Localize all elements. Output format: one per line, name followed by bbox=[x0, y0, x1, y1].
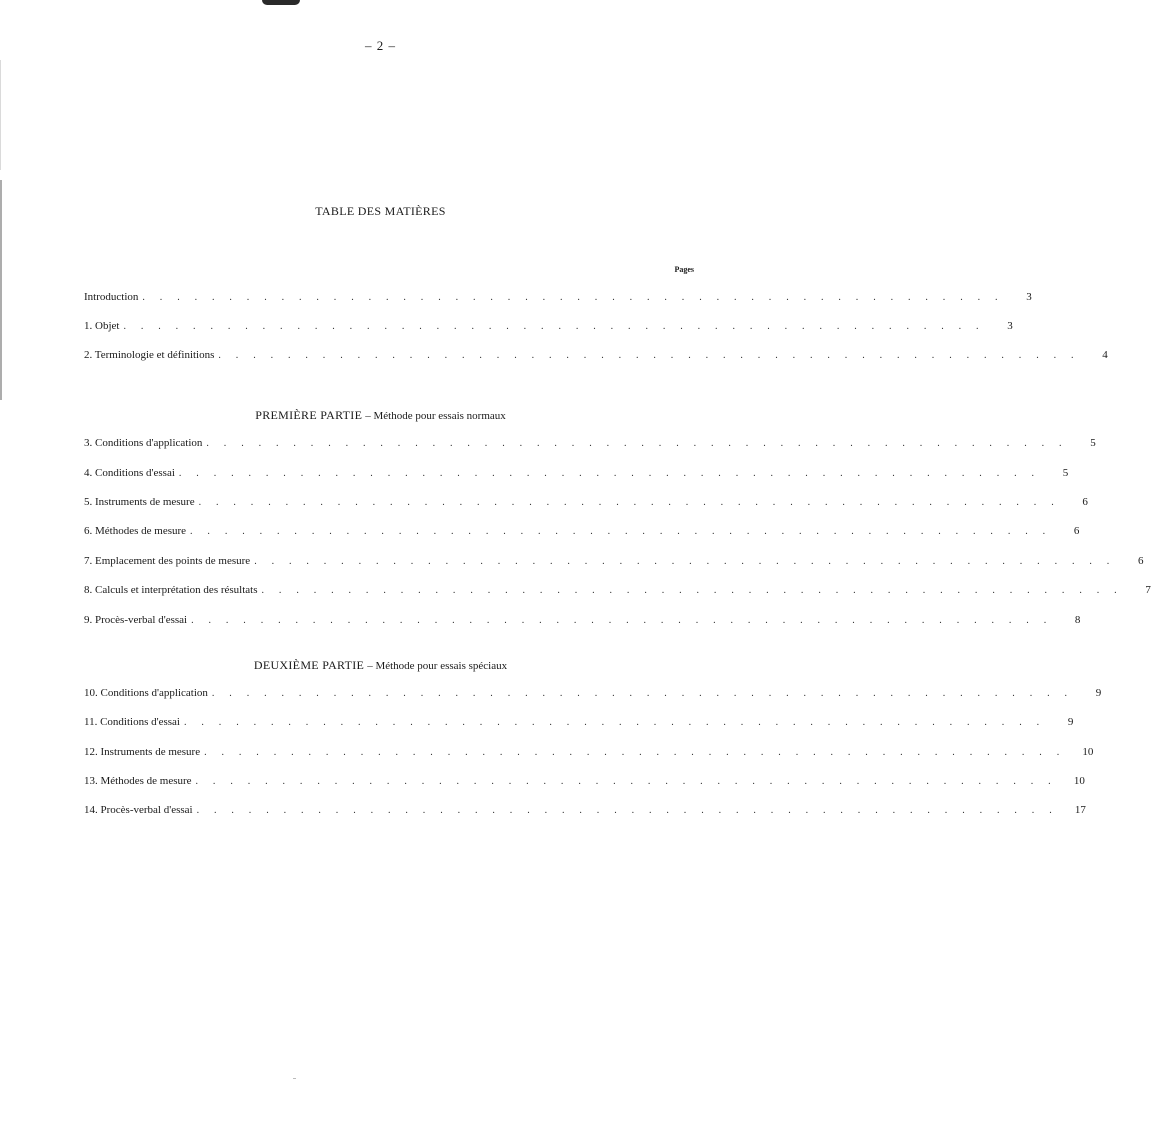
toc-entry-section-14[interactable] bbox=[84, 804, 1086, 820]
dot-leader: . . . . . . . . . . . . . . . . . . . . . . . . . . . . . . . . . . . . . . . . . . . . . . . . . . bbox=[204, 747, 1066, 758]
part-two-name: DEUXIÈME PARTIE bbox=[253, 658, 365, 672]
toc-entry-page: 17 bbox=[1074, 804, 1086, 816]
part-one-heading bbox=[0, 408, 761, 423]
toc-entry-label: 5. Instruments de mesure bbox=[84, 496, 195, 508]
dot-leader: . . . . . . . . . . . . . . . . . . . . . . . . . . . . . . . . . . . . . . . . . . . . . . . . . . bbox=[178, 468, 1041, 479]
toc-title: TABLE DES MATIÈRES bbox=[315, 204, 446, 218]
dot-leader: . . . . . . . . . . . . . . . . . . . . . . . . . . . . . . . . . . . . . . . . . . . . . . . . . . bbox=[254, 556, 1116, 567]
toc-entry-section-10[interactable] bbox=[84, 687, 1102, 703]
scan-edge-shadow-upper bbox=[0, 60, 1, 170]
toc-entry-label: 9. Procès-verbal d'essai bbox=[84, 614, 188, 626]
toc-entry-page: 8 bbox=[1074, 614, 1081, 626]
toc-entry-label: 14. Procès-verbal d'essai bbox=[84, 804, 193, 816]
part-one-subtitle: – Méthode pour essais normaux bbox=[365, 410, 506, 422]
toc-entry-label: 7. Emplacement des points de mesure bbox=[84, 555, 251, 567]
toc-entry-introduction[interactable] bbox=[84, 291, 1032, 307]
toc-entry-page: 5 bbox=[1062, 467, 1069, 479]
dot-leader: . . . . . . . . . . . . . . . . . . . . . . . . . . . . . . . . . . . . . . . . . . . . . . . . . . bbox=[142, 292, 1004, 303]
dot-leader: . . . . . . . . . . . . . . . . . . . . . . . . . . . . . . . . . . . . . . . . . . . . . . . . . . bbox=[190, 526, 1052, 537]
toc-entry-label: Introduction bbox=[84, 291, 139, 303]
dot-leader: . . . . . . . . . . . . . . . . . . . . . . . . . . . . . . . . . . . . . . . . . . . . . . . . . . bbox=[206, 438, 1068, 449]
dot-leader: . . . . . . . . . . . . . . . . . . . . . . . . . . . . . . . . . . . . . . . . . . . . . . . . . . bbox=[123, 321, 985, 332]
dot-leader: . . . . . . . . . . . . . . . . . . . . . . . . . . . . . . . . . . . . . . . . . . . . . . . . . . bbox=[211, 688, 1074, 699]
toc-entry-section-9[interactable] bbox=[84, 614, 1081, 630]
toc-entry-label: 6. Méthodes de mesure bbox=[84, 525, 187, 537]
dot-leader: . . . . . . . . . . . . . . . . . . . . . . . . . . . . . . . . . . . . . . . . . . . . . . . . . . bbox=[184, 717, 1046, 728]
toc-entry-page: 6 bbox=[1138, 555, 1144, 567]
toc-entry-section-8[interactable] bbox=[84, 584, 1151, 600]
toc-entry-section-11[interactable] bbox=[84, 716, 1074, 732]
toc-entry-objet[interactable] bbox=[84, 320, 1013, 336]
scan-artifact-top bbox=[262, 0, 300, 5]
toc-entry-label: 10. Conditions d'application bbox=[84, 687, 208, 699]
toc-entry-section-3[interactable] bbox=[84, 437, 1096, 453]
pages-column-label: Pages bbox=[674, 265, 694, 274]
dot-leader: . . . . . . . . . . . . . . . . . . . . . . . . . . . . . . . . . . . . . . . . . . . . . . . . . . bbox=[198, 497, 1060, 508]
dot-leader: . . . . . . . . . . . . . . . . . . . . . . . . . . . . . . . . . . . . . . . . . . . . . . . . . . bbox=[261, 585, 1123, 596]
dot-leader: . . . . . . . . . . . . . . . . . . . . . . . . . . . . . . . . . . . . . . . . . . . . . . . . . . bbox=[196, 805, 1058, 816]
toc-entry-label: 13. Méthodes de mesure bbox=[84, 775, 192, 787]
toc-entry-page: 7 bbox=[1145, 584, 1151, 596]
part-two-heading bbox=[0, 658, 761, 673]
toc-entry-terminologie[interactable] bbox=[84, 349, 1108, 365]
toc-entry-label: 8. Calculs et interprétation des résultats bbox=[84, 584, 258, 596]
toc-entry-label: 12. Instruments de mesure bbox=[84, 746, 201, 758]
toc-entry-page: 10 bbox=[1073, 775, 1085, 787]
part-one-name: PREMIÈRE PARTIE bbox=[255, 408, 363, 422]
toc-entry-page: 6 bbox=[1073, 525, 1080, 537]
toc-entry-section-5[interactable] bbox=[84, 496, 1088, 512]
toc-entry-section-7[interactable] bbox=[84, 555, 1144, 571]
toc-entry-section-6[interactable] bbox=[84, 525, 1080, 541]
toc-entry-page: 3 bbox=[1007, 320, 1013, 332]
dot-leader: . . . . . . . . . . . . . . . . . . . . . . . . . . . . . . . . . . . . . . . . . . . . . . . . . . bbox=[218, 350, 1080, 361]
toc-entry-label: 4. Conditions d'essai bbox=[84, 467, 175, 479]
toc-entry-label: 11. Conditions d'essai bbox=[84, 716, 180, 728]
part-two-subtitle: – Méthode pour essais spéciaux bbox=[367, 660, 508, 672]
toc-entry-label: 1. Objet bbox=[84, 320, 120, 332]
toc-entry-page: 3 bbox=[1026, 291, 1032, 303]
toc-entry-page: 9 bbox=[1095, 687, 1102, 699]
toc-entry-page: 4 bbox=[1102, 349, 1108, 361]
toc-entry-section-13[interactable] bbox=[84, 775, 1085, 791]
toc-entry-label: 3. Conditions d'application bbox=[84, 437, 203, 449]
page-number: – 2 – bbox=[365, 38, 396, 53]
dot-leader: . . . . . . . . . . . . . . . . . . . . . . . . . . . . . . . . . . . . . . . . . . . . . . . . . . bbox=[195, 776, 1057, 787]
toc-entry-page: 9 bbox=[1067, 716, 1074, 728]
toc-entry-page: 6 bbox=[1082, 496, 1088, 508]
toc-entry-page: 10 bbox=[1082, 746, 1094, 758]
toc-entry-section-4[interactable] bbox=[84, 467, 1069, 483]
toc-entry-label: 2. Terminologie et définitions bbox=[84, 349, 215, 361]
toc-entry-section-12[interactable] bbox=[84, 746, 1094, 762]
scan-speck bbox=[293, 1078, 296, 1079]
toc-entry-page: 5 bbox=[1090, 437, 1096, 449]
dot-leader: . . . . . . . . . . . . . . . . . . . . . . . . . . . . . . . . . . . . . . . . . . . . . . . . . . bbox=[191, 615, 1053, 626]
